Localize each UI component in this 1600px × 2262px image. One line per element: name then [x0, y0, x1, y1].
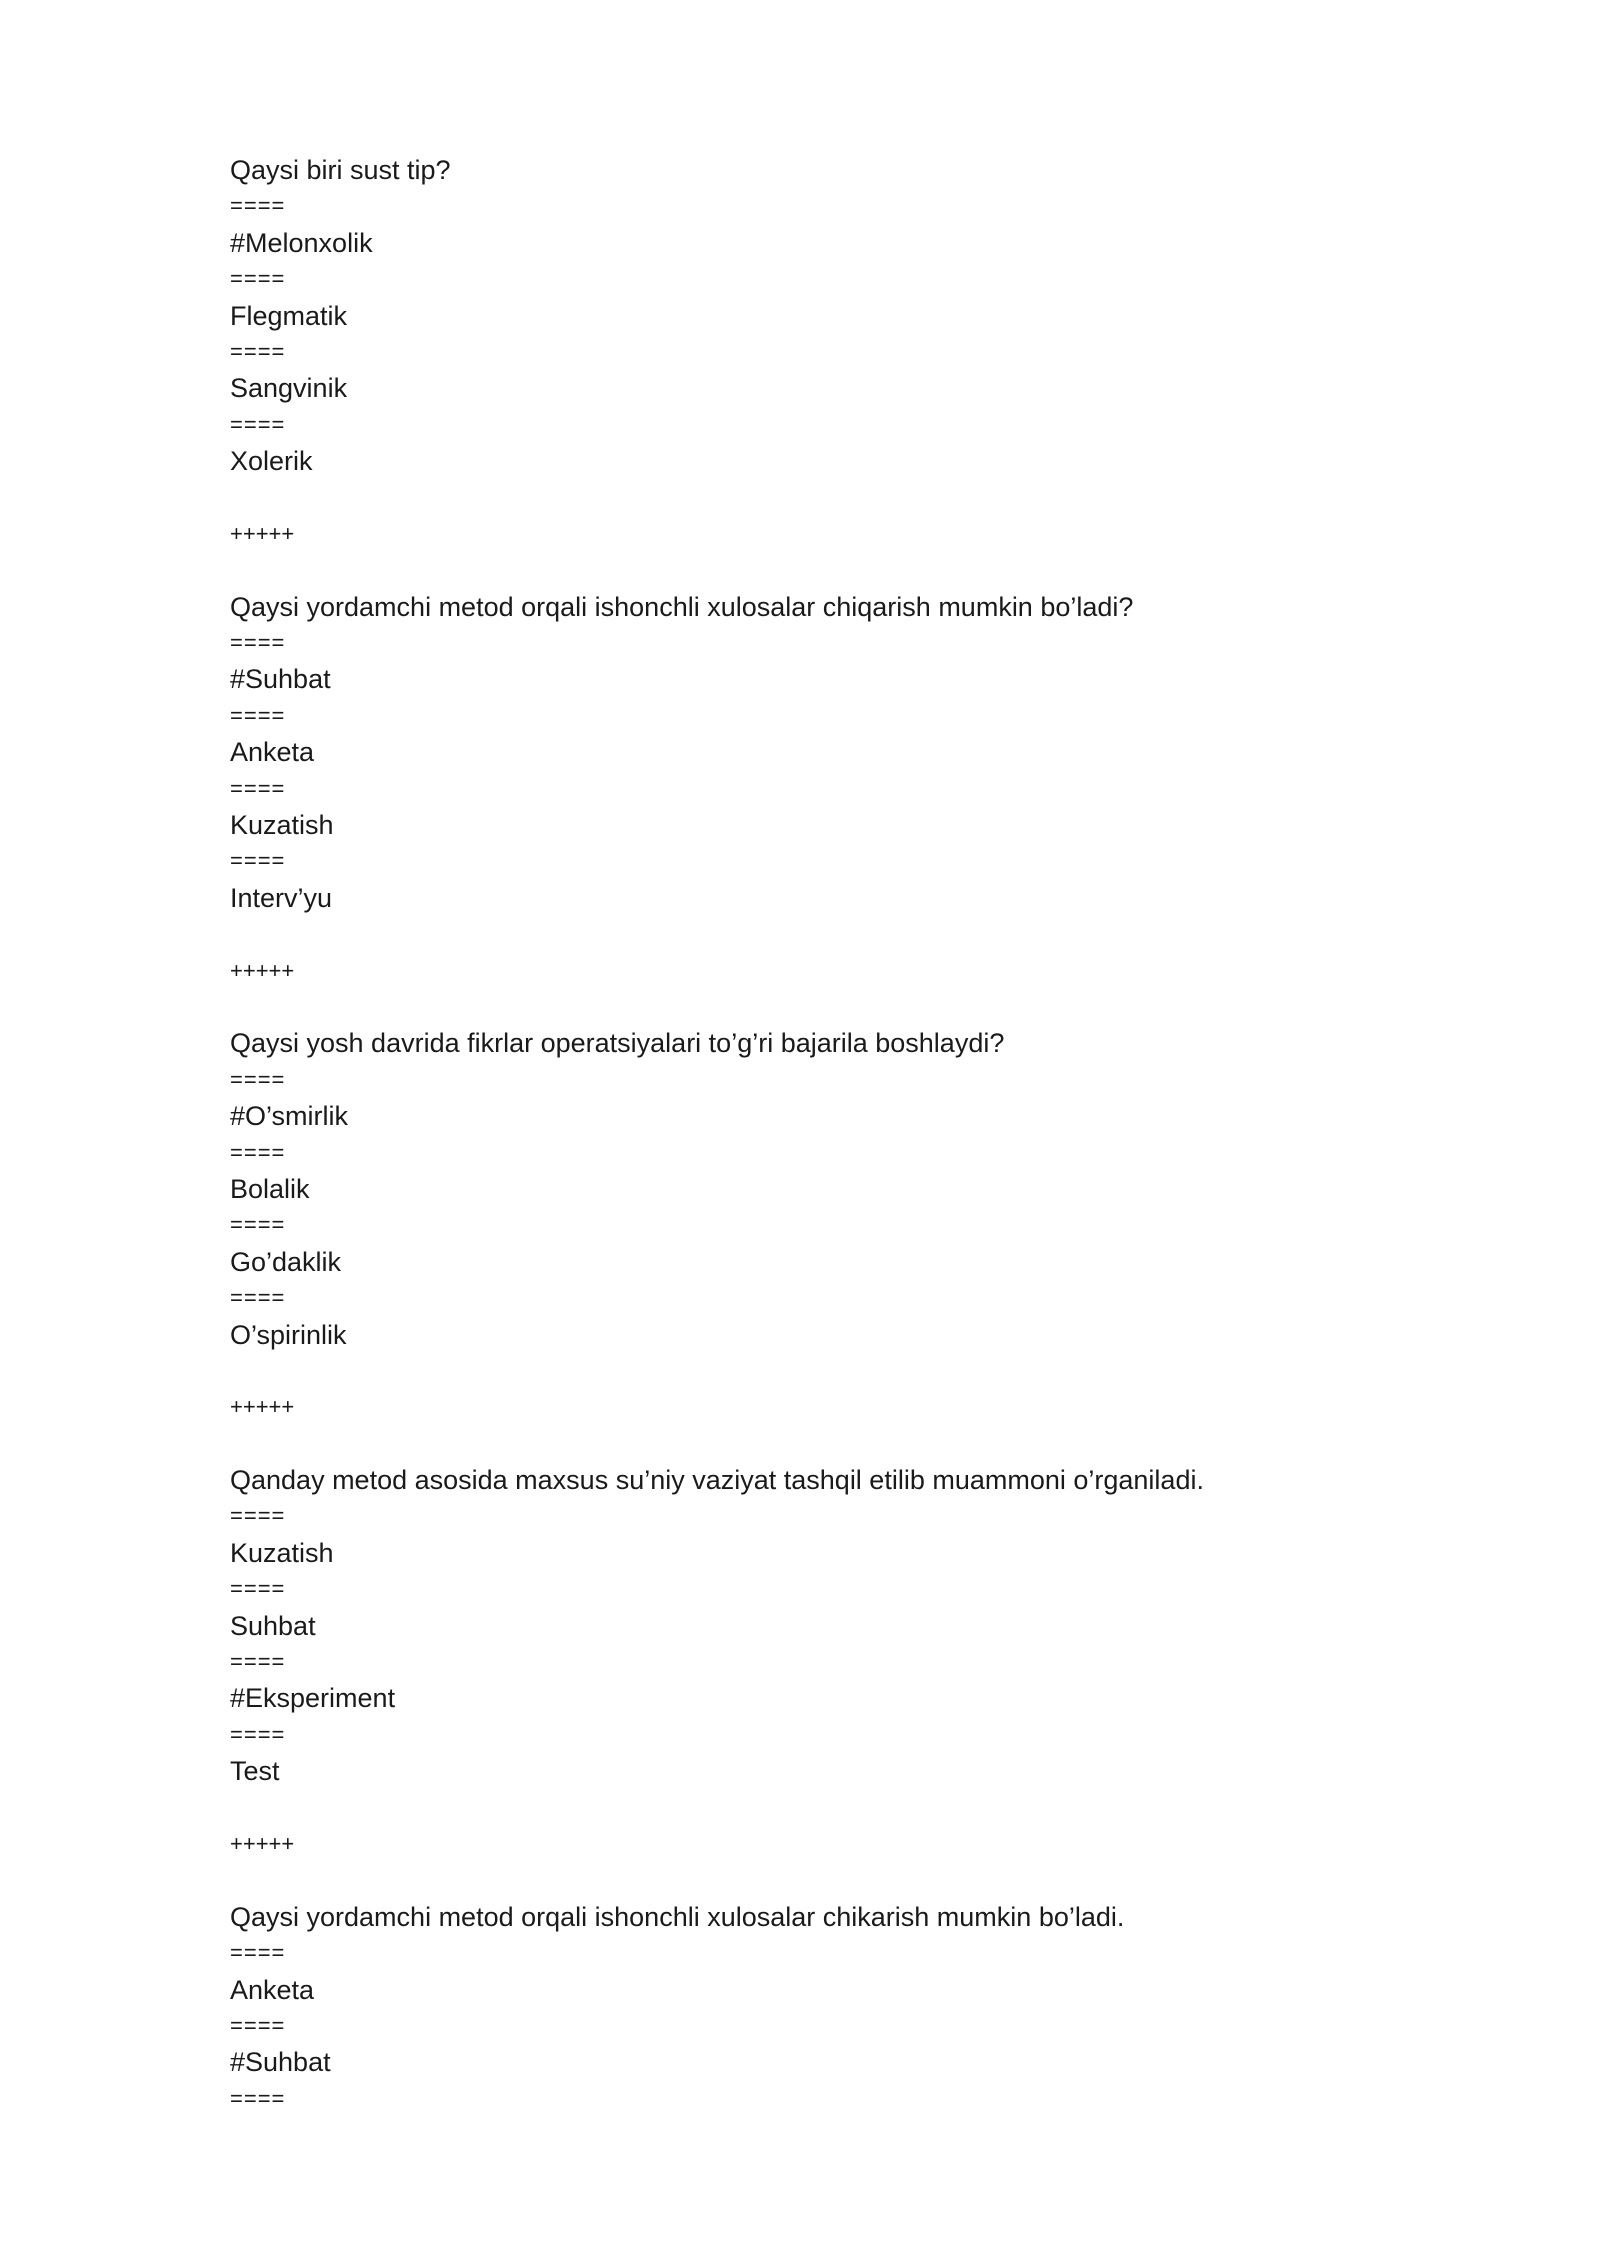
- answer-option: Flegmatik: [230, 300, 348, 331]
- answer-option: O’spirinlik: [230, 1319, 347, 1350]
- answer-option: Bolalik: [230, 1173, 310, 1204]
- option-separator: ====: [230, 1285, 286, 1311]
- question-text: Qanday metod asosida maxsus su’niy vaziyat tashqil etilib muammoni o’rganiladi.: [230, 1465, 1204, 1496]
- blank-line: [230, 1790, 1370, 1826]
- question-end-marker: +++++: [230, 1394, 295, 1420]
- blank-line: [230, 916, 1370, 952]
- answer-option: #Eksperiment: [230, 1683, 396, 1714]
- question-end-marker: +++++: [230, 520, 295, 546]
- answer-option: Go’daklik: [230, 1246, 342, 1277]
- question-end-marker: +++++: [230, 957, 295, 983]
- blank-line: [230, 1862, 1370, 1898]
- blank-line: [230, 989, 1370, 1025]
- option-separator: ====: [230, 266, 286, 292]
- answer-option: Interv’yu: [230, 882, 333, 913]
- option-separator: ====: [230, 1066, 286, 1092]
- question-end-marker: +++++: [230, 1830, 295, 1856]
- answer-option: Test: [230, 1756, 280, 1787]
- question-text: Qaysi yosh davrida fikrlar operatsiyalari to’g’ri bajarila boshlaydi?: [230, 1028, 1005, 1059]
- option-separator: ====: [230, 2012, 286, 2038]
- option-separator: ====: [230, 1940, 286, 1966]
- answer-option: Kuzatish: [230, 810, 334, 841]
- answer-option: Xolerik: [230, 446, 313, 477]
- option-separator: ====: [230, 2085, 286, 2111]
- answer-option: Suhbat: [230, 1610, 316, 1641]
- answer-option: #Melonxolik: [230, 227, 373, 258]
- option-separator: ====: [230, 702, 286, 728]
- answer-option: Kuzatish: [230, 1537, 334, 1568]
- question-text: Qaysi biri sust tip?: [230, 155, 451, 185]
- option-separator: ====: [230, 193, 286, 219]
- option-separator: ====: [230, 848, 286, 874]
- blank-line: [230, 480, 1370, 516]
- blank-line: [230, 1426, 1370, 1462]
- option-separator: ====: [230, 411, 286, 437]
- option-separator: ====: [230, 630, 286, 656]
- blank-line: [230, 1353, 1370, 1389]
- document-body: [230, 152, 1370, 2117]
- option-separator: ====: [230, 1212, 286, 1238]
- question-text: Qaysi yordamchi metod orqali ishonchli xulosalar chiqarish mumkin bo’ladi?: [230, 591, 1134, 622]
- option-separator: ====: [230, 1503, 286, 1529]
- blank-line: [230, 552, 1370, 588]
- answer-option: Anketa: [230, 737, 315, 768]
- question-text: Qaysi yordamchi metod orqali ishonchli xulosalar chikarish mumkin bo’ladi.: [230, 1901, 1125, 1932]
- option-separator: ====: [230, 1576, 286, 1602]
- answer-option: #O’smirlik: [230, 1101, 349, 1132]
- option-separator: ====: [230, 1649, 286, 1675]
- answer-option: #Suhbat: [230, 2047, 331, 2078]
- option-separator: ====: [230, 338, 286, 364]
- option-separator: ====: [230, 775, 286, 801]
- option-separator: ====: [230, 1139, 286, 1165]
- answer-option: Sangvinik: [230, 373, 348, 404]
- answer-option: #Suhbat: [230, 664, 331, 695]
- option-separator: ====: [230, 1721, 286, 1747]
- answer-option: Anketa: [230, 1974, 315, 2005]
